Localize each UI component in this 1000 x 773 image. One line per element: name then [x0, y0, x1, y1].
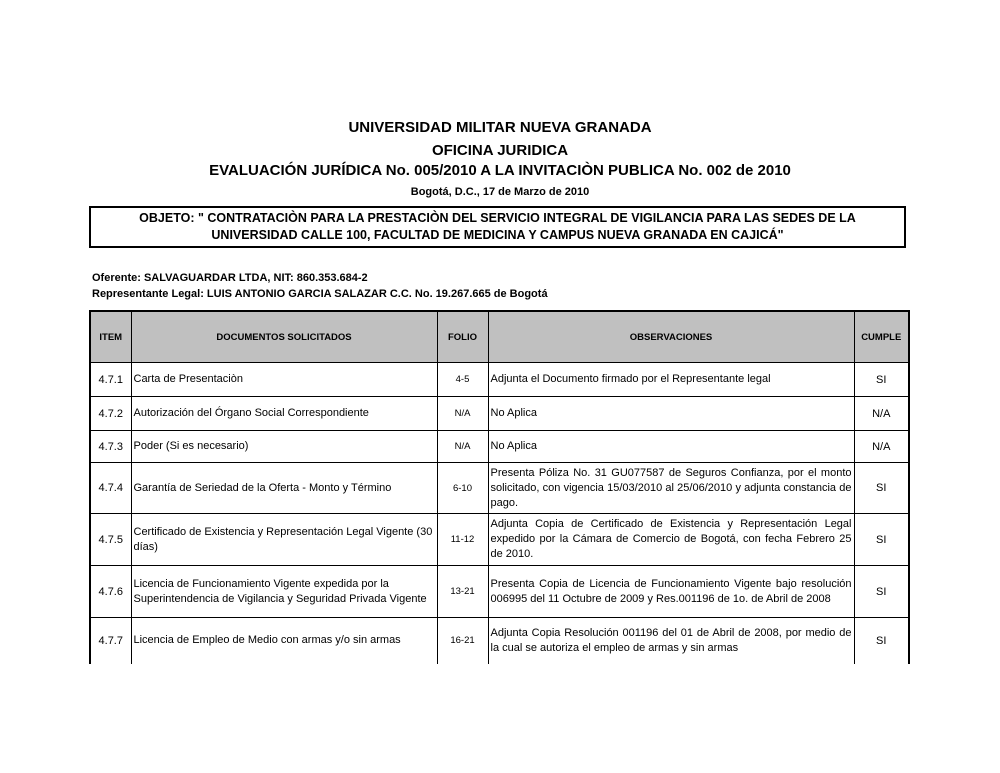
documento-cell: Certificado de Existencia y Representación Legal Vigente (30 días) [131, 514, 437, 566]
cumple-cell: SI [854, 463, 909, 514]
folio-cell: 13-21 [437, 566, 488, 618]
folio-cell: 16-21 [437, 618, 488, 664]
observacion-cell: No Aplica [488, 397, 854, 431]
table-row [90, 514, 909, 566]
header-cumple: CUMPLE [854, 311, 909, 363]
folio-cell: 11-12 [437, 514, 488, 566]
representante-line: Representante Legal: LUIS ANTONIO GARCIA SALAZAR C.C. No. 19.267.665 de Bogotá [92, 288, 548, 300]
header-observaciones: OBSERVACIONES [488, 311, 854, 363]
oferente-line: Oferente: SALVAGUARDAR LTDA, NIT: 860.353.684-2 [92, 272, 368, 284]
observacion-cell: Adjunta Copia de Certificado de Existencia y Representación Legal expedido por la Cámara de Comercio de Bogotá, con fecha Febrero 25 de 2010. [488, 514, 854, 566]
observacion-cell: Adjunta el Documento firmado por el Representante legal [488, 363, 854, 397]
table-row [90, 363, 909, 397]
table-row [90, 618, 909, 664]
evaluation-title: EVALUACIÓN JURÍDICA No. 005/2010 A LA INVITACIÒN PUBLICA No. 002 de 2010 [209, 162, 791, 179]
observacion-cell: Presenta Póliza No. 31 GU077587 de Seguros Confianza, por el monto solicitado, con vigencia 15/03/2010 al 25/06/2010 y adjunta constancia de pago. [488, 463, 854, 514]
cumple-cell: N/A [854, 397, 909, 431]
documento-cell: Autorización del Órgano Social Correspondiente [131, 397, 437, 431]
header-folio: FOLIO [437, 311, 488, 363]
item-cell: 4.7.3 [90, 431, 131, 463]
documento-cell: Carta de Presentaciòn [131, 363, 437, 397]
cumple-cell: SI [854, 514, 909, 566]
folio-cell: 4-5 [437, 363, 488, 397]
observacion-cell: No Aplica [488, 431, 854, 463]
cumple-cell: SI [854, 363, 909, 397]
documento-cell: Poder (Si es necesario) [131, 431, 437, 463]
table-row [90, 566, 909, 618]
folio-cell: N/A [437, 431, 488, 463]
item-cell: 4.7.7 [90, 618, 131, 664]
document-date: Bogotá, D.C., 17 de Marzo de 2010 [410, 186, 590, 198]
objeto-box [89, 206, 906, 248]
university-title: UNIVERSIDAD MILITAR NUEVA GRANADA [348, 119, 652, 136]
folio-cell: 6-10 [437, 463, 488, 514]
item-cell: 4.7.4 [90, 463, 131, 514]
office-title: OFICINA JURIDICA [431, 142, 569, 159]
cumple-cell: SI [854, 566, 909, 618]
observacion-cell: Adjunta Copia Resolución 001196 del 01 de Abril de 2008, por medio de la cual se autoriza el empleo de armas y sin armas [488, 618, 854, 664]
documento-cell: Licencia de Funcionamiento Vigente expedida por la Superintendencia de Vigilancia y Seguridad Privada Vigente [131, 566, 437, 618]
header-item: ITEM [90, 311, 131, 363]
objeto-text: OBJETO: " CONTRATACIÒN PARA LA PRESTACIÒN DEL SERVICIO INTEGRAL DE VIGILANCIA PARA LAS SEDES DE LA UNIVERSIDAD CALLE 100, FACULTAD DE MEDICINA Y CAMPUS NUEVA GRANADA EN CAJICÁ" [139, 211, 856, 242]
cumple-cell: SI [854, 618, 909, 664]
table-row [90, 431, 909, 463]
header-documentos: DOCUMENTOS SOLICITADOS [131, 311, 437, 363]
table-header-row [90, 311, 909, 363]
documents-table [89, 310, 910, 664]
table-row [90, 463, 909, 514]
observacion-cell: Presenta Copia de Licencia de Funcionamiento Vigente bajo resolución 006995 del 11 Octubre de 2009 y Res.001196 de 1o. de Abril de 2008 [488, 566, 854, 618]
cumple-cell: N/A [854, 431, 909, 463]
documento-cell: Licencia de Empleo de Medio con armas y/o sin armas [131, 618, 437, 664]
item-cell: 4.7.2 [90, 397, 131, 431]
item-cell: 4.7.5 [90, 514, 131, 566]
folio-cell: N/A [437, 397, 488, 431]
table-row [90, 397, 909, 431]
item-cell: 4.7.1 [90, 363, 131, 397]
documento-cell: Garantía de Seriedad de la Oferta - Monto y Término [131, 463, 437, 514]
item-cell: 4.7.6 [90, 566, 131, 618]
